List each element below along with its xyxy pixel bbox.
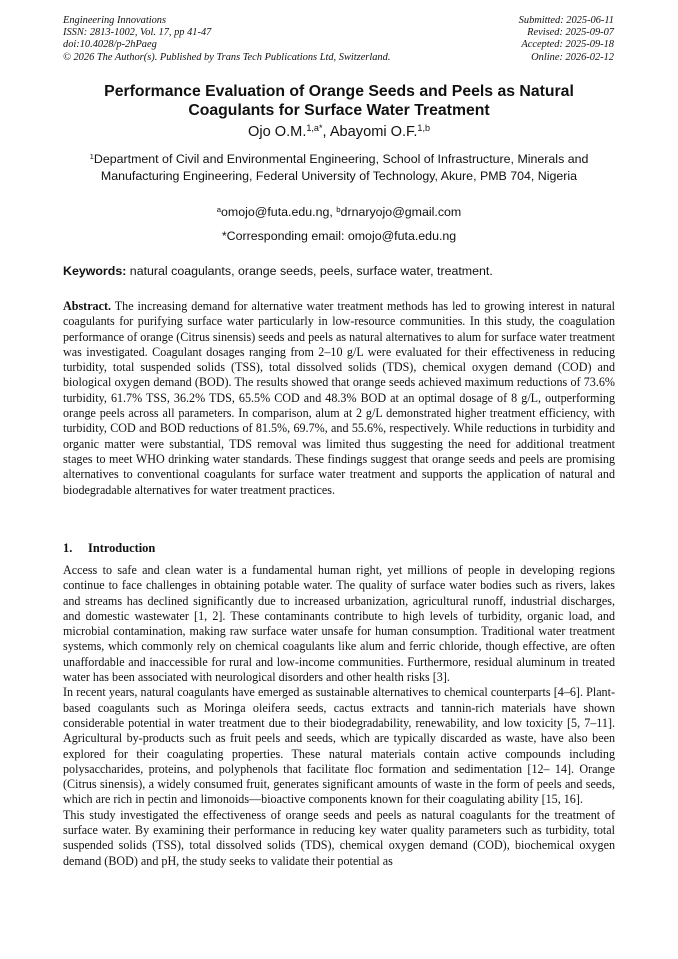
email-superscript: a [216,204,222,214]
author-name: Abayomi O.F. [329,124,418,140]
keywords-text: natural coagulants, orange seeds, peels, surface water, treatment. [126,264,493,278]
author-line [0,123,678,141]
email-link[interactable]: drnaryojo@gmail.com [340,205,462,219]
section-number: 1. [63,541,73,555]
journal-name: Engineering Innovations [63,15,167,26]
introduction-body [63,563,615,869]
paragraph: In recent years, natural coagulants have emerged as sustainable alternatives to chemical counterparts [4–6]. Plant-based coagulants such as Moringa oleifera seeds, cactus extracts and tannin-rich materials have shown considerable potential in water treatment due to their biodegradability, renewability, and low toxicity [5, 7–11]. Agricultural by-products such as fruit peels and seeds, which are typically discarded as waste, have also been explored for their coagulating properties. These natural materials contain active compounds including polysaccharides, proteins, and polyphenols that facilitate floc formation and sedimentation [12– 14]. Orange (Citrus sinensis), a widely consumed fruit, generates significant amounts of waste in the form of peels and seeds, which are rich in pectin and limonoids—bioactive components known for their coagulating ability [15, 16]. [63,685,615,807]
date-accepted: Accepted: 2025-09-18 [521,39,614,51]
author-emails [0,204,678,220]
date-revised: Revised: 2025-09-07 [527,27,614,39]
author-separator: , [322,124,330,140]
paragraph: This study investigated the effectiveness of orange seeds and peels as natural coagulants for the treatment of surface water. By examining their performance in reducing key water quality parameters such as turbidity, total suspended solids (TSS), total dissolved solids (TDS), chemical oxygen demand (COD), biochemical oxygen demand (BOD) and pH, the study seeks to validate their potential as [63,807,615,868]
keywords-label: Keywords: [63,264,127,278]
keywords [63,263,615,279]
email-separator: , [329,205,337,219]
author-superscript: 1,a* [306,123,323,134]
abstract-label: Abstract. [63,299,112,313]
abstract-text: The increasing demand for alternative water treatment methods has led to growing interest in natural coagulants for purifying surface water particularly in low-resource communities. In this study, the coagulation performance of orange (Citrus sinensis) seeds and peels as natural alternatives to alum for surface water treatment was investigated. Coagulant dosages ranging from 2–10 g/L were evaluated for their effectiveness in reducing turbidity, total suspended solids (TSS), total dissolved solids (TDS), chemical oxygen demand (COD) and biological oxygen demand (BOD). The results showed that orange seeds achieved maximum reductions of 73.6% turbidity, 61.7% TSS, 36.2% TDS, 65.5% COD and 48.3% BOD at an optimal dosage of 8 g/L, outperforming orange peels across all parameters. In comparison, alum at 2 g/L demonstrated higher treatment efficiency, with turbidity, COD and BOD reductions of 81.5%, 69.7%, and 55.6%, respectively. While reductions in turbidity and organic matter were substantial, TDS removal was limited thus suggesting the need for additional treatment stages to meet WHO drinking water standards. These findings suggest that orange seeds and peels are promising alternatives to conventional coagulants for surface water treatment and supports the application of natural and biodegradable alternatives for water treatment practices. [63,299,615,497]
paper-title: Performance Evaluation of Orange Seeds and Peels as Natural Coagulants for Surface Water Treatment [104,83,574,119]
affiliation [63,151,615,184]
author-name: Ojo O.M. [248,124,307,140]
affiliation-text: Department of Civil and Environmental Engineering, School of Infrastructure, Minerals and Manufacturing Engineering, Federal University of Technology, Akure, PMB 704, Nigeria [93,152,589,183]
doi: doi:10.4028/p-2hPaeg [63,39,157,51]
affiliation-superscript: 1 [89,151,94,161]
paragraph: Access to safe and clean water is a fundamental human right, yet millions of people in developing regions continue to face challenges in obtaining potable water. The quality of surface water bodies such as rivers, lakes and streams has declined significantly due to increased urbanization, agricultural runoff, industrial discharges, and domestic wastewater [1, 2]. These contaminants contribute to high levels of turbidity, organic load, and microbial contamination, making raw surface water unsafe for human consumption. Traditional water treatment systems, which commonly rely on chemical coagulants like alum and ferric chloride, though effective, are often unaffordable and inaccessible for rural and low-income communities. Furthermore, residual aluminum in treated water has been associated with neurological disorders and other health risks [3]. [63,563,615,685]
date-submitted: Submitted: 2025-06-11 [518,15,614,26]
section-title: Introduction [88,541,156,555]
journal-issn: ISSN: 2813-1002, Vol. 17, pp 41-47 [63,27,212,39]
copyright: © 2026 The Author(s). Published by Trans Tech Publications Ltd, Switzerland. [63,51,391,63]
date-online: Online: 2026-02-12 [531,51,614,63]
email-superscript: b [336,204,341,214]
journal-info [63,15,390,64]
corresponding-email: *Corresponding email: omojo@futa.edu.ng [221,229,457,243]
email-link[interactable]: omojo@futa.edu.ng [221,205,330,219]
article-dates [519,15,614,64]
abstract [63,299,615,498]
author-superscript: 1,b [417,123,430,134]
section-heading [63,541,155,556]
